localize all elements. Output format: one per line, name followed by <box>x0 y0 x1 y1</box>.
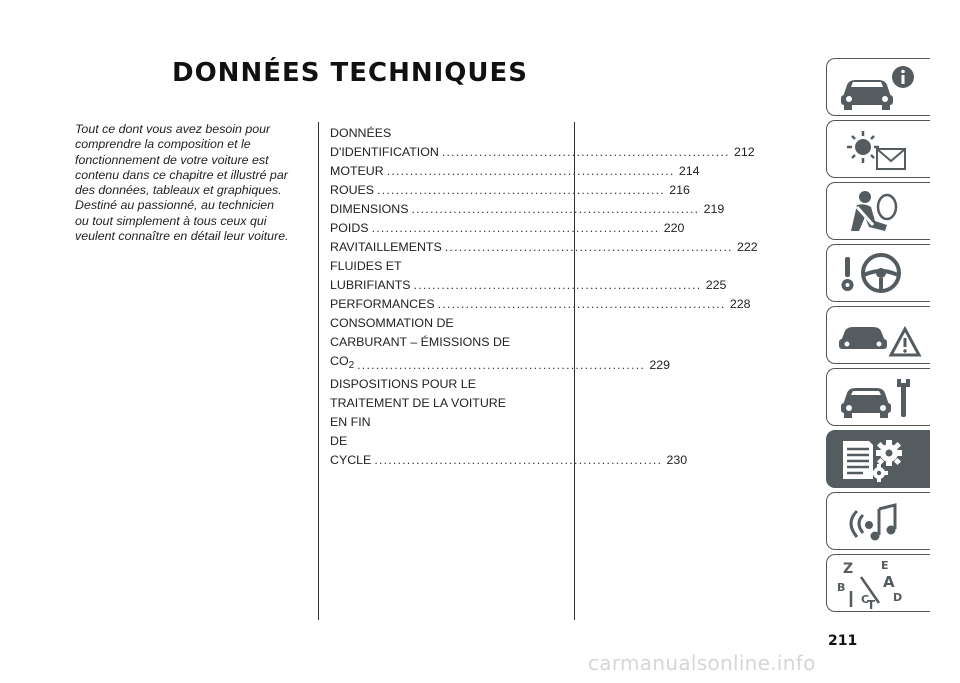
toc-page: 219 <box>703 202 725 216</box>
toc-page: 216 <box>669 183 690 197</box>
page-title: DONNÉES TECHNIQUES <box>172 58 528 88</box>
toc-label: DONNÉES D'IDENTIFICATION <box>330 126 439 159</box>
index-letter: A <box>883 573 895 591</box>
toc-entry-identification[interactable] <box>330 124 755 162</box>
intro-line: des données, tableaux et graphiques. <box>75 183 282 198</box>
toc-page: 214 <box>678 164 700 178</box>
toc-label <box>330 352 354 375</box>
toc-label: TRAITEMENT DE LA VOITURE <box>330 396 507 410</box>
toc-entry-dimensions[interactable] <box>330 200 725 219</box>
toc-page: 228 <box>729 297 751 311</box>
index-letter: Z <box>843 561 854 577</box>
intro-line: fonctionnement de votre voiture est <box>75 152 269 167</box>
car-warning-triangle-icon <box>835 311 925 361</box>
car-info-icon <box>835 63 925 113</box>
toc-entry-wheels[interactable] <box>330 181 690 200</box>
intro-line: contenu dans ce chapitre et illustré par <box>75 167 288 182</box>
index-letter: T <box>867 598 876 612</box>
column-divider <box>318 122 319 620</box>
toc-leader: .............................................................. <box>386 164 675 178</box>
intro-line: comprendre la composition et le <box>75 137 251 152</box>
toc-label: DISPOSITIONS POUR LE <box>330 377 476 391</box>
toc-label: EN FIN DE CYCLE <box>330 415 372 467</box>
toc-label: MOTEUR <box>330 164 384 178</box>
index-letter: C <box>861 593 870 606</box>
intro-line: Destiné au passionné, au technicien <box>75 198 275 213</box>
toc-label-subscript: 2 <box>348 360 355 371</box>
toc-leader: .............................................................. <box>371 221 660 235</box>
index-letter: B <box>837 581 846 594</box>
alphabetical-index-icon <box>835 557 925 611</box>
tab-technical-data[interactable] <box>826 430 930 488</box>
tab-emergency[interactable] <box>826 306 930 364</box>
toc-page: 222 <box>736 240 758 254</box>
intro-line: ou tout simplement à tous ceux qui <box>75 213 267 228</box>
index-letter: E <box>881 559 889 572</box>
key-steering-icon <box>835 249 925 299</box>
toc-label: PERFORMANCES <box>330 297 435 311</box>
index-letter: D <box>893 591 903 604</box>
toc-entry-fluids[interactable] <box>330 257 727 295</box>
toc-page: 225 <box>705 278 727 292</box>
toc-label: ROUES <box>330 183 375 197</box>
intro-line: veulent connaître en détail leur voiture. <box>75 229 289 244</box>
toc-page: 229 <box>649 358 670 372</box>
toc-leader: .............................................................. <box>437 297 726 311</box>
tab-multimedia[interactable] <box>826 492 930 550</box>
toc-page: 212 <box>733 145 755 159</box>
toc-leader: .............................................................. <box>357 358 645 372</box>
multimedia-icon <box>835 497 925 547</box>
tab-index[interactable] <box>826 554 930 612</box>
toc-leader: .............................................................. <box>441 145 730 159</box>
tab-warning-lights[interactable] <box>826 120 930 178</box>
table-of-contents <box>330 124 758 470</box>
warning-lights-icon <box>835 125 925 175</box>
tab-car-info[interactable] <box>826 58 930 116</box>
technical-data-gears-icon <box>835 435 925 485</box>
toc-entry-engine[interactable] <box>330 162 700 181</box>
tab-safety[interactable] <box>826 182 930 240</box>
tab-starting-driving[interactable] <box>826 244 930 302</box>
toc-label: CONSOMMATION DE <box>330 316 454 330</box>
toc-label: CARBURANT – ÉMISSIONS DE <box>330 335 511 349</box>
toc-label: DIMENSIONS <box>330 202 409 216</box>
toc-label-co: CO <box>330 354 349 368</box>
toc-label: RAVITAILLEMENTS <box>330 240 442 254</box>
toc-entry-disposal[interactable] <box>330 375 688 470</box>
toc-entry-performance[interactable] <box>330 295 751 314</box>
tab-maintenance[interactable] <box>826 368 930 426</box>
toc-leader: .............................................................. <box>411 202 700 216</box>
toc-entry-refuelling[interactable] <box>330 238 758 257</box>
car-wrench-icon <box>835 373 925 423</box>
toc-entry-weights[interactable] <box>330 219 685 238</box>
toc-leader: .............................................................. <box>413 278 702 292</box>
watermark: carmanualsonline.info <box>588 651 816 675</box>
toc-entry-consumption[interactable] <box>330 314 670 375</box>
toc-page: 220 <box>663 221 685 235</box>
chapter-intro <box>75 122 315 244</box>
page-number: 211 <box>828 633 858 649</box>
toc-page: 230 <box>666 453 688 467</box>
toc-label: POIDS <box>330 221 369 235</box>
seatbelt-airbag-icon <box>835 187 925 237</box>
toc-label: FLUIDES ET LUBRIFIANTS <box>330 259 411 292</box>
toc-leader: .............................................................. <box>374 453 663 467</box>
toc-leader: .............................................................. <box>444 240 733 254</box>
toc-leader: .............................................................. <box>377 183 665 197</box>
intro-line: Tout ce dont vous avez besoin pour <box>75 122 271 136</box>
